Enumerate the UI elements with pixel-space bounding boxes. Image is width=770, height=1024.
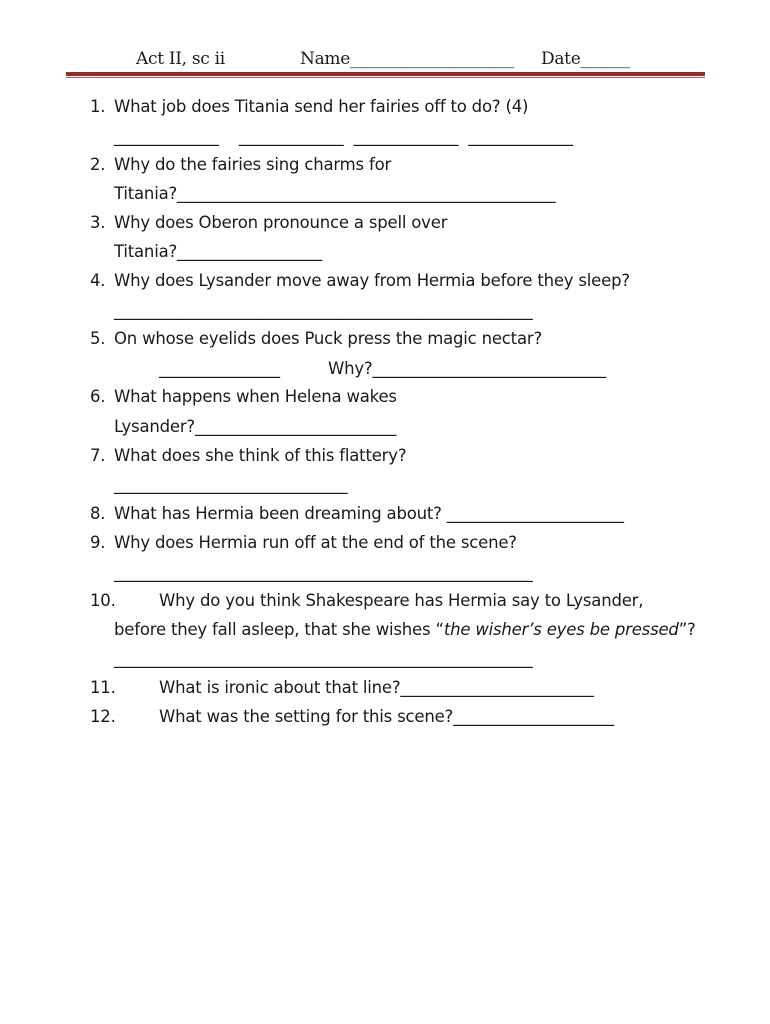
question-3 [0, 213, 770, 242]
question-text: What is ironic about that line?________________________ [159, 678, 594, 697]
date-field: Date______ [541, 49, 630, 69]
quoted-phrase: the wisher’s eyes be pressed [443, 620, 679, 639]
answer-line-7 [0, 475, 770, 504]
question-8 [0, 504, 770, 533]
question-text-plain: before they fall asleep, that she wishes “ [114, 620, 444, 639]
question-12 [0, 707, 770, 736]
answer-blank: _______________ [159, 359, 280, 378]
answer-line-2 [0, 184, 770, 213]
question-text: Why does Oberon pronounce a spell over [114, 213, 448, 232]
worksheet-header [0, 47, 770, 73]
question-1 [0, 97, 770, 126]
answer-line-5 [0, 359, 770, 388]
question-text: What happens when Helena wakes [114, 387, 397, 406]
answer-line-10 [0, 649, 770, 678]
question-number: 11. [90, 678, 116, 697]
answer-blank: _____________________________ [114, 475, 348, 494]
question-text: What job does Titania send her fairies off to do? (4) [114, 97, 529, 116]
question-2 [0, 155, 770, 184]
answer-blank: ____________________________________________________ [114, 563, 533, 582]
answer-blank: Titania?_______________________________________________ [114, 184, 556, 203]
question-number: 6. [90, 387, 106, 406]
question-7 [0, 446, 770, 475]
question-text-end: ”? [678, 620, 696, 639]
answer-line-6 [0, 417, 770, 446]
answer-line-3 [0, 242, 770, 271]
question-number: 5. [90, 329, 106, 348]
question-text: What has Hermia been dreaming about? ______________________ [114, 504, 624, 523]
question-11 [0, 678, 770, 707]
question-number: 12. [90, 707, 116, 726]
question-number: 9. [90, 533, 106, 552]
act-scene-label: Act II, sc ii [136, 49, 225, 69]
question-text: What does she think of this flattery? [114, 446, 407, 465]
answer-blank: Lysander?_________________________ [114, 417, 397, 436]
question-text: Why does Lysander move away from Hermia before they sleep? [114, 271, 630, 290]
question-text: Why does Hermia run off at the end of the scene? [114, 533, 517, 552]
question-number: 8. [90, 504, 106, 523]
question-4 [0, 271, 770, 300]
question-text-continued [114, 620, 696, 639]
question-number: 2. [90, 155, 106, 174]
question-9 [0, 533, 770, 562]
question-text: Why do the fairies sing charms for [114, 155, 392, 174]
question-5 [0, 329, 770, 358]
question-6 [0, 387, 770, 416]
header-rule-thin [66, 77, 705, 78]
question-text: Why do you think Shakespeare has Hermia say to Lysander, [159, 591, 644, 610]
answer-blank: Titania?__________________ [114, 242, 322, 261]
answer-line-9 [0, 563, 770, 592]
question-10-continued [0, 620, 770, 649]
why-answer-blank: Why?_____________________________ [328, 359, 606, 378]
answer-blank: ____________________________________________________ [114, 301, 533, 320]
header-rule [66, 72, 705, 76]
question-number: 1. [90, 97, 106, 116]
name-field: Name____________________ [300, 49, 514, 69]
answer-line-4 [0, 301, 770, 330]
question-number: 3. [90, 213, 106, 232]
question-number: 4. [90, 271, 106, 290]
answer-blank: _____________ _____________ _____________ _____________ [114, 127, 573, 146]
question-text: On whose eyelids does Puck press the magic nectar? [114, 329, 542, 348]
question-text: What was the setting for this scene?____________________ [159, 707, 615, 726]
question-10 [0, 591, 770, 620]
question-number: 7. [90, 446, 106, 465]
question-number: 10. [90, 591, 116, 610]
answer-line-1 [0, 127, 770, 156]
answer-blank: ____________________________________________________ [114, 649, 533, 668]
